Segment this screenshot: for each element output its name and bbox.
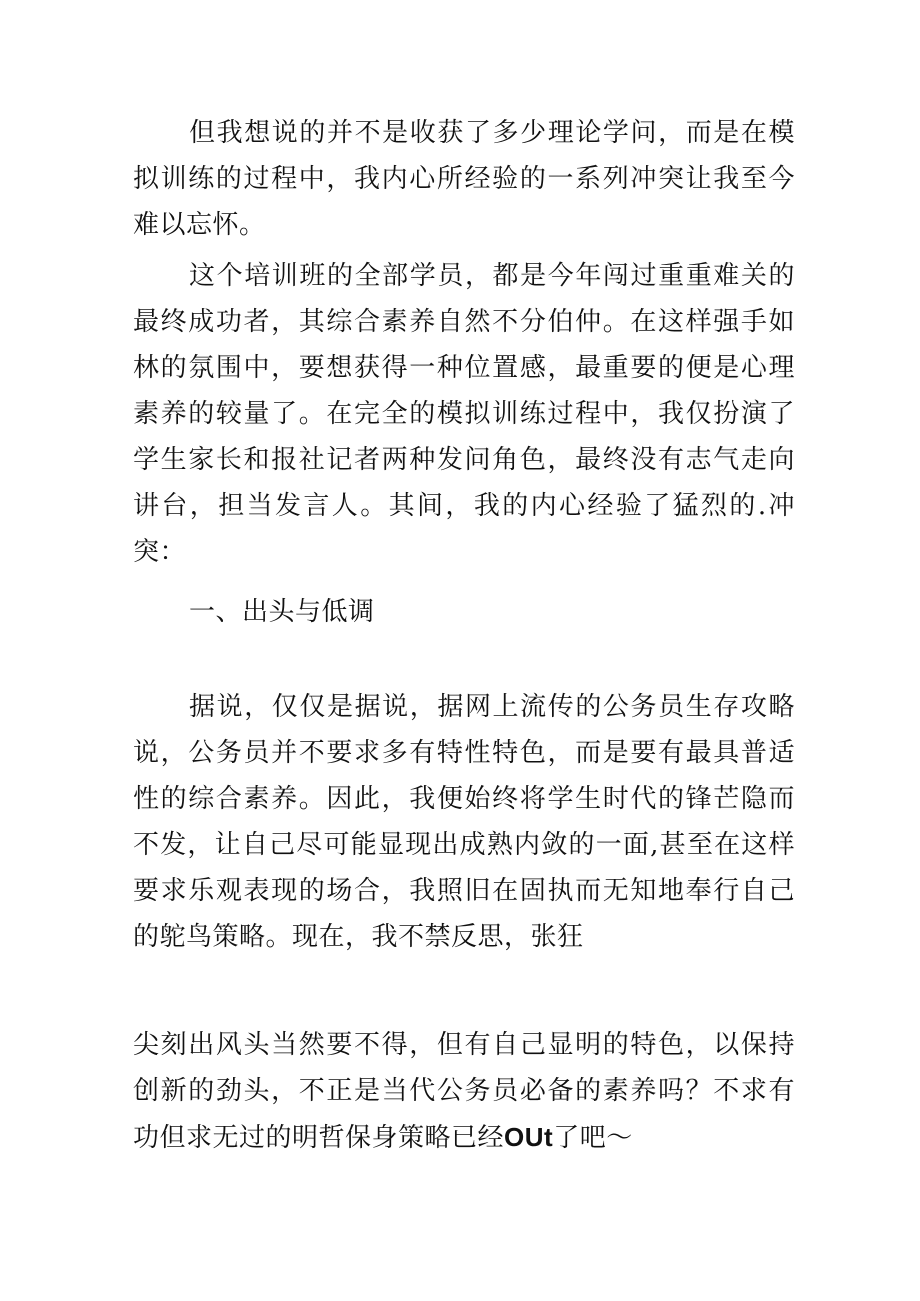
paragraph-4-emphasis: OUt bbox=[504, 1122, 554, 1152]
paragraph-1: 但我想说的并不是收获了多少理论学问，而是在模拟训练的过程中，我内心所经验的一系列冲突让我至今难以忘怀。 bbox=[133, 118, 795, 240]
paragraph-4-text-after: 了吧～ bbox=[553, 1123, 633, 1153]
paragraph-2: 这个培训班的全部学员，都是今年闯过重重难关的最终成功者，其综合素养自然不分伯仲。在这样强手如林的氛围中，要想获得一种位置感，最重要的便是心理素养的较量了。在完全的模拟训练过程中，我仅扮演了学生家长和报社记者两种发问角色，最终没有志气走向讲台，担当发言人。其间，我的内心经验了猛烈的.冲突： bbox=[133, 261, 795, 567]
section-heading: 一、出头与低调 bbox=[189, 597, 375, 627]
paragraph-3: 据说，仅仅是据说，据网上流传的公务员生存攻略说，公务员并不要求多有特性特色，而是要有最具普适性的综合素养。因此，我便始终将学生时代的锋芒隐而不发，让自己尽可能显现出成熟内敛的一面,甚至在这样要求乐观表现的场合，我照旧在固执而无知地奉行自己的鸵鸟策略。现在，我不禁反思，张狂 bbox=[133, 692, 795, 952]
paragraph-4-text-before: 尖刻出风头当然要不得，但有自己显明的特色，以保持创新的劲头，不正是当代公务员必备的素养吗？不求有功但求无过的明哲保身策略已经 bbox=[133, 1030, 795, 1153]
paragraph-4 bbox=[133, 1022, 795, 1161]
